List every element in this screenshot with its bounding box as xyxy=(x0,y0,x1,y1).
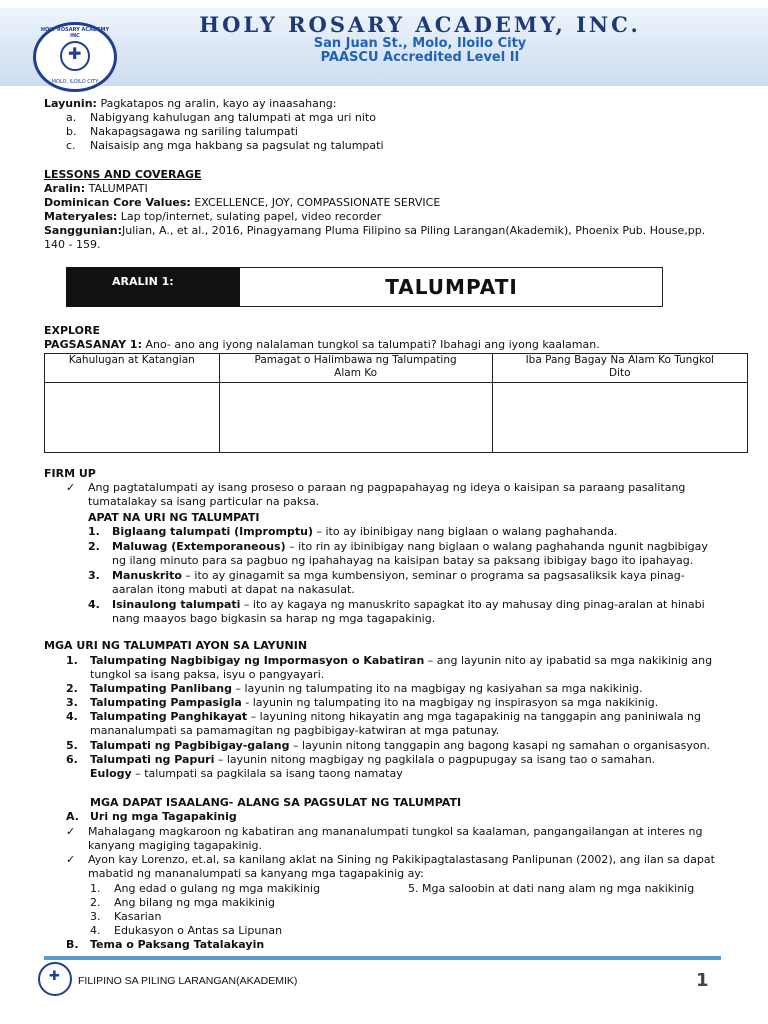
page-number: 1 xyxy=(696,970,709,991)
list-item-cont: ng ilang minuto para sa pagbuo ng ipahahayag na kaisipan batay sa paksang ibibigay bago ito ipahayag. xyxy=(112,554,694,567)
list-item-cont: tungkol sa isang paksa, isyu o pangyayari. xyxy=(90,668,325,681)
seal-text-bottom: MOLO, ILOILO CITY xyxy=(51,79,99,85)
seal-text-top: HOLY ROSARY ACADEMY INC xyxy=(40,27,110,39)
table-answer-cell[interactable] xyxy=(219,383,492,453)
checkmark-icon: ✓ xyxy=(66,481,76,494)
checkmark-icon: ✓ xyxy=(66,853,76,866)
list-item: 3. Talumpating Pampasigla - layunin ng talumpating ito na magbigay ng inspirasyon sa mga nakikinig. xyxy=(66,696,659,709)
layunin-line xyxy=(44,97,337,111)
aralin-line: Aralin: TALUMPATI xyxy=(44,182,148,195)
list-item: 1. Biglaang talumpati (Impromptu) – ito ay ibinibigay nang biglaan o walang paghahanda. xyxy=(88,525,618,538)
list-item: 2. Maluwag (Extemporaneous) – ito rin ay ibinibigay nang biglaan o walang paghahanda ngunit nagbibigay xyxy=(88,540,708,553)
table-answer-cell[interactable] xyxy=(492,383,747,453)
footer-divider xyxy=(44,956,721,960)
pagsasanay-line: PAGSASANAY 1: Ano- ano ang iyong nalalaman tungkol sa talumpati? Ibahagi ang iyong kaalaman. xyxy=(44,338,600,351)
school-address: San Juan St., Molo, Iloilo City xyxy=(313,36,527,51)
school-accreditation: PAASCU Accredited Level II xyxy=(320,50,520,65)
explore-heading: EXPLORE xyxy=(44,324,101,337)
list-item: 4. Talumpating Panghikayat – layuning nitong hikayatin ang mga tagapakinig na tanggapin ang paniniwala ng xyxy=(66,710,701,723)
bullet-item-cont: kanyang magiging tagapakinig. xyxy=(88,839,263,852)
checkmark-icon: ✓ xyxy=(66,825,76,838)
dapat-heading: MGA DAPAT ISAALANG- ALANG SA PAGSULAT NG TALUMPATI xyxy=(90,796,462,809)
firmup-intro-cont: tumatalakay sa isang particular na paksa. xyxy=(88,495,320,508)
layunin-label: Layunin: xyxy=(44,97,97,110)
school-address-block xyxy=(230,37,610,65)
core-values-line: Dominican Core Values: EXCELLENCE, JOY, COMPASSIONATE SERVICE xyxy=(44,196,441,209)
audience-item: 4. Edukasyon o Antas sa Lipunan xyxy=(90,924,283,937)
sanggunian-line: Sanggunian:Julian, A., et al., 2016, Pinagyamang Pluma Filipino sa Piling Larangan(Akademik), Phoenix Pub. House,pp. xyxy=(44,224,706,237)
materyales-line: Materyales: Lap top/internet, sulating papel, video recorder xyxy=(44,210,382,223)
bullet-item: ✓ Ayon kay Lorenzo, et.al, sa kanilang aklat na Sining ng Pakikipagtalastasang Panlipunan (2002), ang ilan sa dapat xyxy=(66,853,715,866)
list-item: 5. Talumpati ng Pagbibigay-galang – layunin nitong tanggapin ang bagong kasapi ng samahan o organisasyon. xyxy=(66,739,711,752)
layunin-item: a. Nabigyang kahulugan ang talumpati at mga uri nito xyxy=(66,111,376,124)
section-b-heading: B. Tema o Paksang Tatalakayin xyxy=(66,938,265,951)
audience-item: 2. Ang bilang ng mga makikinig xyxy=(90,896,275,909)
list-item-cont: nang maayos bago bigkasin sa harap ng mga tagapakinig. xyxy=(112,612,436,625)
list-item-cont: mananalumpati sa pamamagitan ng pagbibigay-katwiran at mga patunay. xyxy=(90,724,500,737)
footer-seal-logo xyxy=(38,962,72,996)
firmup-heading: FIRM UP xyxy=(44,467,96,480)
uri-layunin-heading: MGA URI NG TALUMPATI AYON SA LAYUNIN xyxy=(44,639,308,652)
table-answer-cell[interactable] xyxy=(45,383,220,453)
footer-subject: FILIPINO SA PILING LARANGAN(AKADEMIK) xyxy=(78,975,298,987)
firmup-intro: ✓ Ang pagtatalumpati ay isang proseso o paraan ng pagpapahayag ng ideya o kaisipan sa paraang pasalitang xyxy=(66,481,686,494)
section-a-heading: A. Uri ng mga Tagapakinig xyxy=(66,810,237,823)
list-item: 3. Manuskrito – ito ay ginagamit sa mga kumbensiyon, seminar o programa sa pagsasaliksik kaya pinag- xyxy=(88,569,685,582)
table-header-cell: Kahulugan at Katangian xyxy=(45,354,220,383)
layunin-intro: Pagkatapos ng aralin, kayo ay inaasahang: xyxy=(100,97,337,110)
pagsasanay-table xyxy=(44,353,748,453)
audience-item: 1. Ang edad o gulang ng mga makikinig xyxy=(90,882,321,895)
list-item: 6. Talumpati ng Papuri – layunin nitong magbigay ng pagkilala o pagpupugay sa isang tao o samahan. xyxy=(66,753,656,766)
audience-item: 3. Kasarian xyxy=(90,910,162,923)
layunin-item: b. Nakapagsagawa ng sariling talumpati xyxy=(66,125,298,138)
list-item: 1. Talumpating Nagbibigay ng Impormasyon o Kabatiran – ang layunin nito ay ipabatid sa mga nakikinig ang xyxy=(66,654,713,667)
sanggunian-pages: 140 - 159. xyxy=(44,238,101,251)
table-header-cell: Pamagat o Halimbawa ng Talumpating Alam Ko xyxy=(219,354,492,383)
apat-na-uri-heading: APAT NA URI NG TALUMPATI xyxy=(88,511,260,524)
school-seal-logo xyxy=(33,22,117,92)
aralin-label: ARALIN 1: xyxy=(112,275,174,288)
lesson-title: TALUMPATI xyxy=(385,275,518,299)
school-name: HOLY ROSARY ACADEMY, INC. xyxy=(199,12,641,37)
eulogy-line: Eulogy – talumpati sa pagkilala sa isang taong namatay xyxy=(90,767,403,780)
list-item-cont: aaralan itong mabuti at dapat na nakasulat. xyxy=(112,583,355,596)
list-item: 4. Isinaulong talumpati – ito ay kagaya ng manuskrito sapagkat ito ay mahusay ding pinag-aralan at hinabi xyxy=(88,598,705,611)
cross-icon xyxy=(60,41,90,71)
layunin-item: c. Naisaisip ang mga hakbang sa pagsulat ng talumpati xyxy=(66,139,384,152)
audience-item: 5. Mga saloobin at dati nang alam ng mga nakikinig xyxy=(408,882,695,895)
bullet-item-cont: mabatid ng mananalumpati sa kanyang mga tagapakinig ay: xyxy=(88,867,424,880)
list-item: 2. Talumpating Panlibang – layunin ng talumpating ito na magbigay ng kasiyahan sa mga nakikinig. xyxy=(66,682,643,695)
aralin-label-cell xyxy=(66,267,240,307)
bullet-item: ✓ Mahalagang magkaroon ng kabatiran ang mananalumpati tungkol sa kaalaman, pangangailangan at interes ng xyxy=(66,825,703,838)
table-header-cell: Iba Pang Bagay Na Alam Ko Tungkol Dito xyxy=(492,354,747,383)
lessons-heading: LESSONS AND COVERAGE xyxy=(44,168,202,181)
